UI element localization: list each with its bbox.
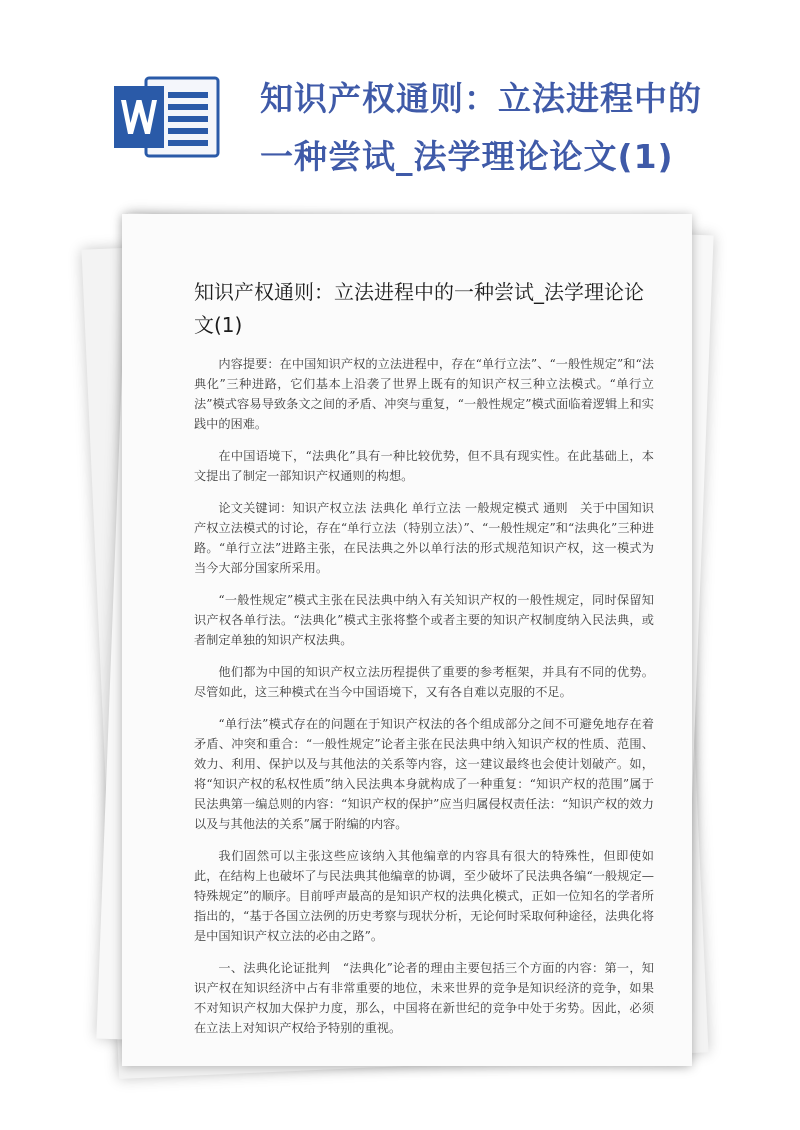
body-paragraph-7: 我们固然可以主张这些应该纳入其他编章的内容具有很大的特殊性，但即使如此，在结构上也破坏了与民法典其他编章的协调，至少破坏了民法典各编“一般规定—特殊规定”的顺序。目前呼声最高的是知识产权的法典化模式，正如一位知名的学者所指出的，“基于各国立法例的历史考察与现状分析，无论何时采取何种途径，法典化将是中国知识产权立法的必由之路”。 [194,849,654,943]
header-title [260,70,760,186]
header-title-line-1: 知识产权通则：立法进程中的 [260,79,702,118]
document-title: 知识产权通则：立法进程中的一种尝试_法学理论论文(1) [194,280,644,337]
document-page [122,214,692,1066]
body-paragraph-8: 一、法典化论证批判 “法典化”论者的理由主要包括三个方面的内容：第一，知识产权在知识经济中占有非常重要的地位，未来世界的竞争是知识经济的竞争，如果不对知识产权加大保护力度，那么，中国将在新世纪的竞争中处于劣势。因此，必须在立法上对知识产权给予特别的重视。 [194,961,654,1035]
body-paragraph-3: 论文关键词：知识产权立法 法典化 单行立法 一般规定模式 通则 关于中国知识产权立法模式的讨论，存在“单行立法（特别立法）”、“一般性规定”和“法典化”三种进路。“单行立法”进路主张，在民法典之外以单行法的形式规范知识产权，这一模式为当今大部分国家所采用。 [194,501,654,575]
body-paragraph-6: “单行法”模式存在的问题在于知识产权法的各个组成部分之间不可避免地存在着矛盾、冲突和重合：“一般性规定”论者主张在民法典中纳入知识产权的性质、范围、效力、利用、保护以及与其他法的关系等内容，这一建议最终也会使计划破产。如，将“知识产权的私权性质”纳入民法典本身就构成了一种重复：“知识产权的范围”属于民法典第一编总则的内容：“知识产权的保护”应当归属侵权责任法：“知识产权的效力以及与其他法的关系”属于附编的内容。 [194,717,654,831]
header-title-line-2: 一种尝试_法学理论论文(1) [260,137,674,176]
body-paragraph-2: 在中国语境下，“法典化”具有一种比较优势，但不具有现实性。在此基础上，本文提出了制定一部知识产权通则的构想。 [194,449,654,483]
body-paragraph-5: 他们都为中国的知识产权立法历程提供了重要的参考框架，并具有不同的优势。尽管如此，这三种模式在当今中国语境下，又有各自难以克服的不足。 [194,665,654,699]
body-paragraph-1: 内容提要：在中国知识产权的立法进程中，存在“单行立法”、“一般性规定”和“法典化”三种进路，它们基本上沿袭了世界上既有的知识产权三种立法模式。“单行立法”模式容易导致条文之间的矛盾、冲突与重复，“一般性规定”模式面临着逻辑上和实践中的困难。 [194,357,654,431]
body-paragraph-4: “一般性规定”模式主张在民法典中纳入有关知识产权的一般性规定，同时保留知识产权各单行法。“法典化”模式主张将整个或者主要的知识产权制度纳入民法典，或者制定单独的知识产权法典。 [194,593,654,647]
word-document-icon [112,72,224,162]
document-body [194,354,654,1050]
